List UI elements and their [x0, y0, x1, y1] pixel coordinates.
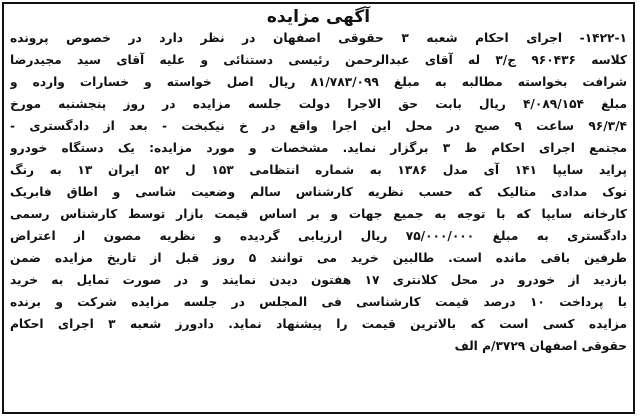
ad-line: مزایده کسی است که بالاترین قیمت را پیشنهاد نماید. دادورز شعبه ۳ اجرای احکام: [10, 317, 627, 331]
ad-line: کارخانه سایپا که با توجه به جمیع جهات و بر اساس قیمت بازار توسط کارشناس رسمی: [10, 207, 627, 221]
ad-line: ۱۴۲۲-۱- اجرای احکام شعبه ۳ حقوقی اصفهان در نظر دارد در خصوص پرونده: [10, 31, 627, 45]
ad-title: آگهی مزایده: [266, 7, 371, 27]
ad-line: طرفین باقی مانده است. طالبین خرید می توانند ۵ روز قبل از تاریخ مزایده ضمن: [10, 251, 627, 265]
ad-line: ۹۶/۳/۴ ساعت ۹ صبح در محل این اجرا واقع در خ نیکبخت - بعد از دادگستری -: [10, 119, 627, 133]
ad-line: مبلغ ۴/۰۸۹/۱۵۴ ریال بابت حق الاجرا دولت جلسه مزایده در روز پنجشنبه مورخ: [10, 97, 627, 111]
ad-line: دادگستری به مبلغ ۷۵/۰۰۰/۰۰۰ ریال ارزیابی گردیده و نظریه مصون از اعتراض: [10, 229, 627, 243]
ad-line: مجتمع اجرای احکام ط ۳ برگزار نماید. مشخصات و مورد مزایده: یک دستگاه خودرو: [10, 141, 627, 155]
ad-line: با پرداخت ۱۰ درصد قیمت کارشناسی فی المجلس در جلسه مزایده شرکت و برنده: [10, 295, 627, 309]
ad-line-last: حقوقی اصفهان ۳۷۲۹/م الف: [454, 339, 627, 353]
ad-body: [10, 27, 627, 357]
ad-line: نوک مدادی متالیک که حسب نظریه کارشناس سالم وضعیت شاسی و اطاق فابریک: [10, 185, 627, 199]
ad-line: پراید سایپا ۱۴۱ آی مدل ۱۳۸۶ به شماره انتظامی ۱۵۳ ل ۵۲ ایران ۱۳ به رنگ: [10, 163, 627, 177]
ad-frame: [2, 2, 635, 414]
ad-line: شرافت بخواسته مطالبه به مبلغ ۸۱/۷۸۳/۰۹۹ ریال اصل خواسته و خسارات وارده و: [10, 75, 627, 89]
ad-line: کلاسه ۹۶۰۴۳۶ ج/۳ له آقای عبدالرحمن رئیسی دستنائی و علیه آقای سید مجیدرضا: [10, 53, 627, 67]
ad-line: بازدید از خودرو در محل کلانتری ۱۷ هفتون دیدن نمایند و در صورت تمایل به خرید: [10, 273, 627, 287]
